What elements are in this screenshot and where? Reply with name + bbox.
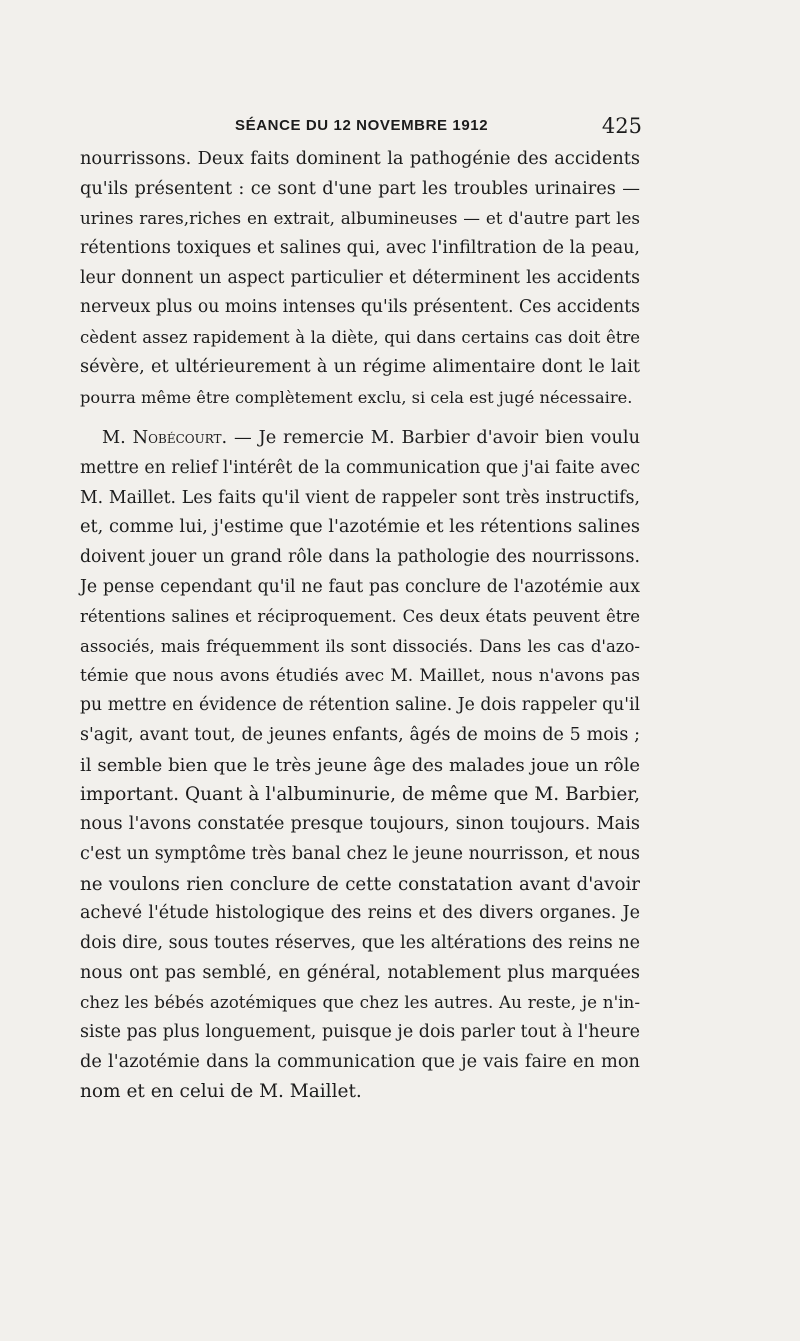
text-line: pourra même être complètement exclu, si cela est jugé nécessaire.	[80, 387, 633, 407]
text-line: associés, mais fréquemment ils sont dissociés. Dans les cas d'azo-	[80, 637, 640, 656]
text-line: nerveux plus ou moins intenses qu'ils présentent. Ces accidents	[80, 297, 640, 318]
text-line: s'agit, avant tout, de jeunes enfants, âgés de moins de 5 mois ;	[80, 725, 640, 746]
text-line: nom et en celui de M. Maillet.	[80, 1081, 362, 1103]
text-line: dois dire, sous toutes réserves, que les altérations des reins ne	[80, 932, 640, 953]
text-line: Je pense cependant qu'il ne faut pas conclure de l'azotémie aux	[80, 576, 640, 597]
text-line: M. Maillet. Les faits qu'il vient de rappeler sont très instructifs,	[80, 487, 640, 508]
text-line: qu'ils présentent : ce sont d'une part les troubles urinaires —	[80, 178, 640, 199]
text-line: mettre en relief l'intérêt de la communication que j'ai faite avec	[80, 457, 640, 478]
text-line: leur donnent un aspect particulier et déterminent les accidents	[80, 267, 640, 288]
text-line: urines rares,riches en extrait, albumineuses — et d'autre part les	[80, 208, 640, 229]
page-header	[80, 114, 640, 142]
text-line: nourrissons. Deux faits dominent la pathogénie des accidents	[80, 149, 640, 169]
text-line: nous ont pas semblé, en général, notablement plus marquées	[80, 962, 640, 983]
text-line: siste pas plus longuement, puisque je dois parler tout à l'heure	[80, 1021, 640, 1042]
text-line: achevé l'étude histologique des reins et des divers organes. Je	[80, 903, 640, 924]
text-line: important. Quant à l'albuminurie, de même que M. Barbier,	[80, 784, 640, 806]
body-text	[80, 145, 640, 1107]
text-line: pu mettre en évidence de rétention saline. Je dois rappeler qu'il	[80, 695, 640, 716]
speaker-name: M. Nobécourt.	[102, 428, 228, 449]
text-line: sévère, et ultérieurement à un régime alimentaire dont le lait	[80, 356, 640, 377]
text-line-first	[80, 424, 640, 454]
paragraph-2	[80, 424, 640, 1107]
text-line: ne voulons rien conclure de cette constatation avant d'avoir	[80, 873, 640, 895]
page-number: 425	[601, 114, 642, 138]
text-line: nous l'avons constatée presque toujours, sinon toujours. Mais	[80, 814, 640, 835]
text-line: témie que nous avons étudiés avec M. Maillet, nous n'avons pas	[80, 665, 640, 686]
text-line: il semble bien que le très jeune âge des malades joue un rôle	[80, 754, 640, 776]
first-line-text: — Je remercie M. Barbier d'avoir bien voulu	[227, 428, 641, 449]
text-line: de l'azotémie dans la communication que je vais faire en mon	[80, 1051, 640, 1072]
text-line: rétentions salines et réciproquement. Ces deux états peuvent être	[80, 607, 640, 627]
paragraph-1	[80, 145, 640, 412]
running-head: SÉANCE DU 12 NOVEMBRE 1912	[235, 117, 489, 134]
text-line: cèdent assez rapidement à la diète, qui dans certains cas doit être	[80, 328, 640, 348]
text-line: c'est un symptôme très banal chez le jeune nourrisson, et nous	[80, 843, 640, 864]
text-line: chez les bébés azotémiques que chez les autres. Au reste, je n'in-	[80, 992, 640, 1013]
text-line: et, comme lui, j'estime que l'azotémie et les rétentions salines	[80, 517, 640, 538]
text-line: rétentions toxiques et salines qui, avec l'infiltration de la peau,	[80, 238, 640, 259]
paragraph-gap	[80, 412, 640, 424]
text-line: doivent jouer un grand rôle dans la pathologie des nourrissons.	[80, 546, 640, 567]
